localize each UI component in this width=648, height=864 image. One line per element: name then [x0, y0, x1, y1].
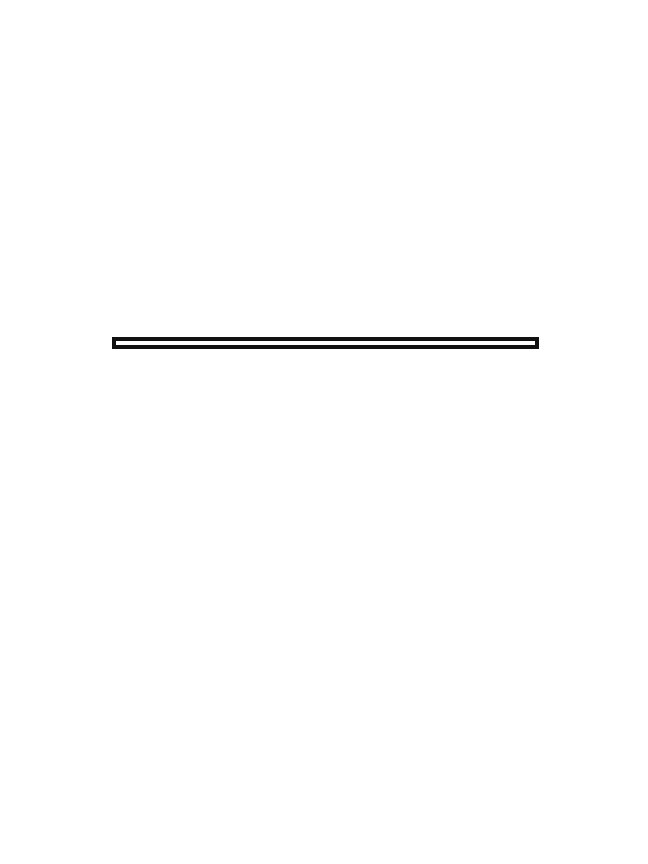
harmonica-diagram [112, 332, 539, 349]
music-staff [85, 233, 565, 313]
basics-list [97, 546, 597, 645]
staff-svg [85, 233, 565, 313]
basics-item-1 [97, 546, 597, 564]
basics-item-3 [97, 612, 597, 630]
basics-item-2 [97, 579, 597, 597]
hole-cells-row [112, 337, 539, 349]
